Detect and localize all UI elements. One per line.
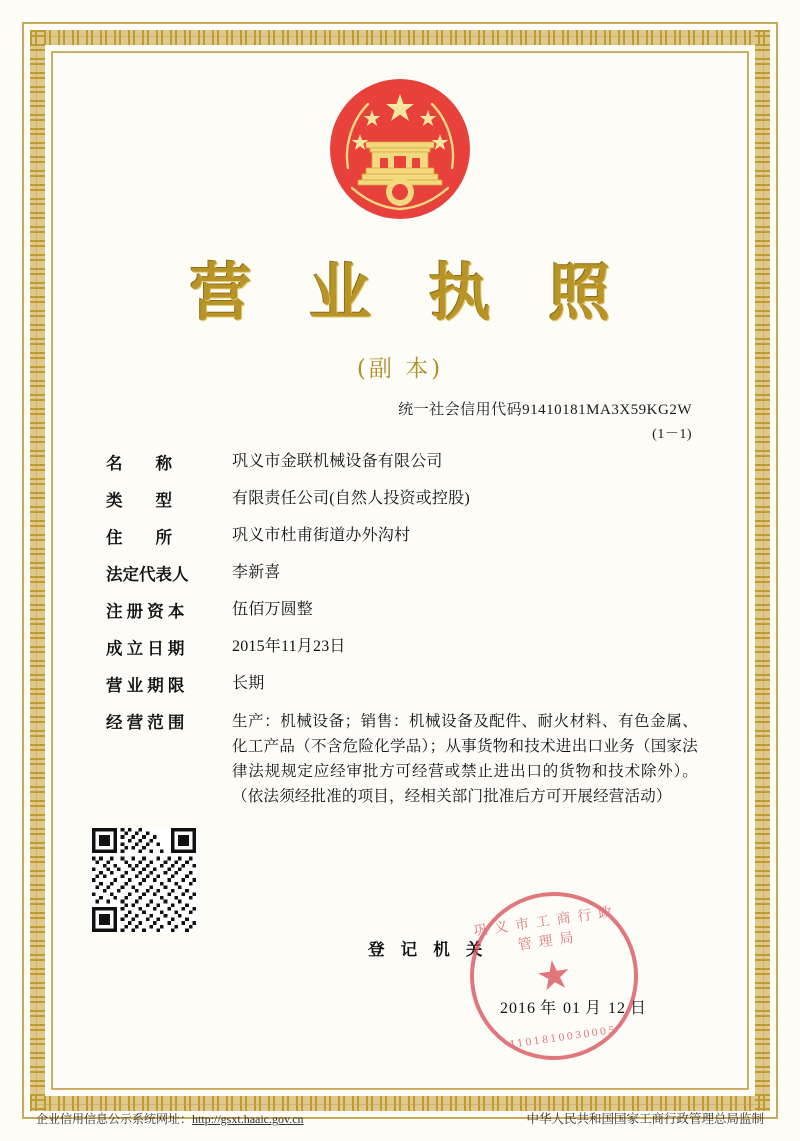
field-value: 生产：机械设备；销售：机械设备及配件、耐火材料、有色金属、化工产品（不含危险化学品）；从事货物和技术进出口业务（国家法律法规规定应经审批方可经营或禁止进出口的货物和技术除外）。（依法须经批准的项目，经相关部门批准后方可开展经营活动） bbox=[232, 713, 698, 806]
document-subtitle: (副 本) bbox=[356, 356, 444, 382]
field-value: 李新喜 bbox=[232, 564, 281, 581]
credit-code-value: 91410181MA3X59KG2W bbox=[522, 402, 692, 418]
footer-left-url[interactable]: http://gsxt.haaic.gov.cn bbox=[192, 1112, 304, 1126]
issue-year: 2016 bbox=[500, 1000, 536, 1017]
field-label: 法定代表人 bbox=[106, 565, 189, 584]
seal-star-icon: ★ bbox=[533, 950, 575, 1001]
issue-year-unit: 年 bbox=[540, 1000, 558, 1017]
field-label: 营 业 期 限 bbox=[106, 676, 185, 695]
field-row bbox=[106, 450, 698, 474]
field-row-business-scope bbox=[106, 709, 698, 809]
field-row bbox=[106, 487, 698, 511]
footer-right: 中华人民共和国国家工商行政管理总局监制 bbox=[526, 1112, 764, 1126]
issue-month-unit: 月 bbox=[585, 1000, 603, 1017]
field-value: 巩义市杜甫街道办外沟村 bbox=[232, 527, 411, 544]
field-label: 类 型 bbox=[106, 491, 172, 510]
document-title: 营 业 执 照 bbox=[189, 256, 629, 329]
field-label: 注 册 资 本 bbox=[106, 602, 185, 621]
field-value: 巩义市金联机械设备有限公司 bbox=[232, 453, 443, 470]
field-label: 名 称 bbox=[106, 454, 172, 473]
credit-code-line bbox=[398, 398, 692, 419]
field-row bbox=[106, 524, 698, 548]
issue-date bbox=[500, 995, 653, 1018]
china-national-emblem bbox=[322, 76, 478, 222]
issue-day: 12 bbox=[608, 1000, 627, 1017]
seal-bottom-text: 4101810030005 bbox=[508, 1024, 618, 1051]
field-label: 住 所 bbox=[106, 528, 172, 547]
field-value: 伍佰万圆整 bbox=[232, 601, 314, 618]
seal-top-text: 巩义市工商行政管理局 bbox=[472, 903, 621, 954]
field-label: 成 立 日 期 bbox=[106, 639, 185, 658]
field-row bbox=[106, 598, 698, 622]
registry-authority-label: 登 记 机 关 bbox=[368, 940, 489, 959]
field-row bbox=[106, 561, 698, 585]
field-value: 有限责任公司(自然人投资或控股) bbox=[232, 490, 470, 507]
footer-left bbox=[36, 1110, 304, 1127]
field-row bbox=[106, 672, 698, 696]
credit-code-label: 统一社会信用代码 bbox=[398, 402, 523, 418]
license-fields bbox=[106, 450, 698, 822]
issue-month: 01 bbox=[563, 1000, 582, 1017]
footer-left-label: 企业信用信息公示系统网址： bbox=[36, 1112, 193, 1126]
field-value: 长期 bbox=[232, 675, 265, 692]
issue-day-unit: 日 bbox=[630, 1000, 648, 1017]
field-value: 2015年11月23日 bbox=[232, 638, 346, 655]
page-number: (1－1) bbox=[652, 427, 692, 442]
field-row bbox=[106, 635, 698, 659]
field-label: 经 营 范 围 bbox=[106, 713, 185, 732]
qr-code[interactable] bbox=[92, 828, 196, 932]
